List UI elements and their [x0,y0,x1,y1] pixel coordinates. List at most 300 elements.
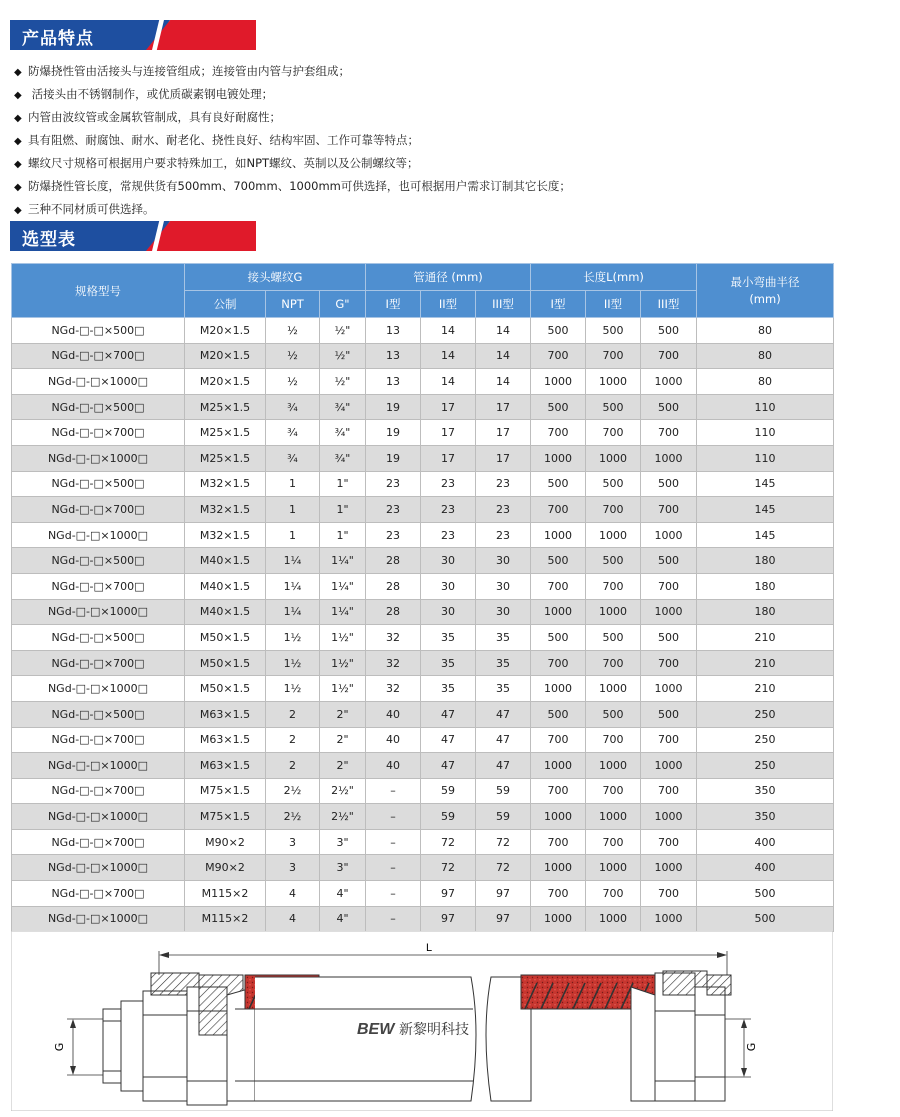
model-cell: NGd-□-□×1000□ [12,445,185,471]
table-row [12,906,834,932]
subheader-cell: II型 [586,291,641,318]
table-cell: 17 [476,394,531,420]
header-thread: 接头螺纹G [185,264,366,291]
table-row [12,471,834,497]
table-cell: 80 [697,343,834,369]
subheader-cell: III型 [476,291,531,318]
table-cell: 2½" [320,778,366,804]
table-cell: 700 [641,497,697,523]
table-cell: 145 [697,522,834,548]
table-cell: 500 [586,471,641,497]
table-row [12,753,834,779]
brand-name: 新黎明科技 [399,1022,469,1038]
table-cell: 1000 [641,804,697,830]
model-cell: NGd-□-□×700□ [12,778,185,804]
table-cell: 1000 [531,676,586,702]
table-cell: 17 [421,394,476,420]
section-title-selection [10,221,256,251]
table-cell: 3" [320,829,366,855]
table-cell: – [366,778,421,804]
table-cell: 700 [641,727,697,753]
diamond-bullet-icon: ◆ [14,67,22,78]
table-cell: 700 [641,573,697,599]
table-cell: ½ [266,343,320,369]
subheader-cell: I型 [366,291,421,318]
table-cell: ¾ [266,445,320,471]
table-cell: 4 [266,881,320,907]
table-cell: M20×1.5 [185,369,266,395]
table-cell: M90×2 [185,829,266,855]
table-row [12,420,834,446]
table-cell: 500 [586,394,641,420]
table-cell: 35 [421,650,476,676]
g-label-right: G [745,1042,758,1052]
table-row [12,497,834,523]
table-cell: 210 [697,676,834,702]
table-cell: 700 [586,343,641,369]
table-cell: 110 [697,394,834,420]
table-cell: 1½" [320,650,366,676]
table-cell: 180 [697,573,834,599]
table-cell: 1000 [586,906,641,932]
table-cell: 1000 [641,906,697,932]
table-cell: 3 [266,855,320,881]
table-cell: 700 [531,778,586,804]
table-cell: 19 [366,394,421,420]
table-cell: M25×1.5 [185,420,266,446]
table-cell: 700 [531,343,586,369]
table-cell: 14 [476,318,531,344]
table-cell: M40×1.5 [185,548,266,574]
table-cell: 2 [266,727,320,753]
brand-logo [357,1021,469,1038]
table-cell: 2" [320,701,366,727]
table-cell: 700 [531,420,586,446]
table-cell: 1000 [586,599,641,625]
subheader-cell: NPT [266,291,320,318]
table-cell: 1½ [266,676,320,702]
table-cell: 210 [697,625,834,651]
table-cell: M32×1.5 [185,471,266,497]
model-cell: NGd-□-□×500□ [12,625,185,651]
table-cell: 19 [366,445,421,471]
table-cell: 350 [697,778,834,804]
table-cell: 500 [531,548,586,574]
selection-title: 选型表 [22,230,76,250]
table-cell: 700 [586,829,641,855]
feature-text: 具有阻燃、耐腐蚀、耐水、耐老化、挠性良好、结构牢固、工作可靠等特点； [28,133,419,147]
table-cell: 700 [531,573,586,599]
table-row [12,369,834,395]
subheader-cell: II型 [421,291,476,318]
table-cell: 2 [266,753,320,779]
table-cell: 500 [531,318,586,344]
table-cell: 1000 [641,855,697,881]
length-label: L [425,942,433,954]
table-cell: 1¼" [320,573,366,599]
table-cell: 80 [697,369,834,395]
table-cell: M20×1.5 [185,343,266,369]
g-label-left: G [53,1042,66,1052]
table-cell: 3 [266,829,320,855]
table-cell: 2" [320,753,366,779]
table-cell: 500 [531,394,586,420]
table-cell: 700 [641,650,697,676]
table-cell: 2½ [266,804,320,830]
table-body [12,318,834,932]
table-cell: 350 [697,804,834,830]
subheader-cell: G" [320,291,366,318]
table-cell: M25×1.5 [185,394,266,420]
table-cell: 1½ [266,650,320,676]
table-cell: 1 [266,471,320,497]
table-cell: 500 [531,625,586,651]
table-cell: 30 [421,599,476,625]
table-cell: ½" [320,369,366,395]
feature-text: 螺纹尺寸规格可根据用户要求特殊加工，如NPT螺纹、英制以及公制螺纹等； [28,156,419,170]
table-cell: ¾" [320,445,366,471]
table-cell: 2½" [320,804,366,830]
table-cell: 13 [366,318,421,344]
table-cell: 500 [586,548,641,574]
model-cell: NGd-□-□×500□ [12,318,185,344]
diamond-bullet-icon: ◆ [14,159,22,170]
table-cell: 47 [476,753,531,779]
table-cell: 97 [421,906,476,932]
table-cell: 1000 [641,599,697,625]
table-cell: ½ [266,369,320,395]
table-cell: 17 [421,445,476,471]
model-cell: NGd-□-□×700□ [12,420,185,446]
table-cell: 500 [586,625,641,651]
table-cell: 1½" [320,676,366,702]
table-cell: 700 [586,573,641,599]
table-cell: ¾" [320,394,366,420]
table-cell: 4" [320,881,366,907]
table-cell: 1000 [641,445,697,471]
table-cell: 500 [531,701,586,727]
diamond-bullet-icon: ◆ [14,113,22,124]
table-cell: – [366,906,421,932]
table-cell: 700 [641,778,697,804]
table-cell: 23 [476,522,531,548]
model-cell: NGd-□-□×700□ [12,829,185,855]
table-cell: 1¼ [266,573,320,599]
table-row [12,599,834,625]
table-cell: 1000 [531,855,586,881]
table-cell: 500 [641,701,697,727]
table-cell: M63×1.5 [185,701,266,727]
model-cell: NGd-□-□×1000□ [12,753,185,779]
table-cell: 23 [476,497,531,523]
table-cell: 3" [320,855,366,881]
header-model: 规格型号 [12,264,185,318]
table-cell: 32 [366,676,421,702]
model-cell: NGd-□-□×1000□ [12,676,185,702]
diamond-bullet-icon: ◆ [14,136,22,147]
diamond-bullet-icon: ◆ [14,90,22,101]
table-cell: 1000 [531,804,586,830]
table-cell: 1 [266,522,320,548]
table-cell: ½ [266,318,320,344]
table-cell: 23 [366,522,421,548]
table-cell: 32 [366,625,421,651]
header-bore: 管通径 (mm) [366,264,531,291]
table-cell: 1000 [586,369,641,395]
table-cell: 72 [421,829,476,855]
table-cell: 72 [476,829,531,855]
model-cell: NGd-□-□×500□ [12,471,185,497]
table-cell: 35 [421,625,476,651]
hose-body [255,977,531,1101]
table-cell: 30 [421,573,476,599]
table-cell: 1000 [531,369,586,395]
table-cell: 2" [320,727,366,753]
table-cell: 30 [421,548,476,574]
table-cell: 13 [366,369,421,395]
subheader-cell: I型 [531,291,586,318]
model-cell: NGd-□-□×1000□ [12,369,185,395]
table-cell: M50×1.5 [185,676,266,702]
table-cell: 97 [476,881,531,907]
table-cell: – [366,855,421,881]
table-cell: 32 [366,650,421,676]
table-cell: 28 [366,573,421,599]
table-cell: 500 [641,318,697,344]
model-cell: NGd-□-□×700□ [12,727,185,753]
table-row [12,522,834,548]
table-cell: 72 [421,855,476,881]
table-cell: 23 [421,497,476,523]
section-title-features [10,20,256,50]
table-cell: ¾ [266,420,320,446]
table-cell: 500 [586,701,641,727]
table-cell: 700 [586,727,641,753]
table-cell: 59 [476,804,531,830]
table-cell: 500 [531,471,586,497]
table-cell: 400 [697,855,834,881]
table-cell: 1½" [320,625,366,651]
table-cell: – [366,804,421,830]
table-cell: 1000 [586,753,641,779]
table-cell: 700 [586,881,641,907]
table-cell: 1000 [531,445,586,471]
table-row [12,318,834,344]
table-cell: 180 [697,599,834,625]
table-cell: 13 [366,343,421,369]
table-cell: 700 [641,881,697,907]
model-cell: NGd-□-□×1000□ [12,906,185,932]
table-cell: 500 [697,906,834,932]
table-row [12,573,834,599]
table-row [12,881,834,907]
subheader-cell: III型 [641,291,697,318]
table-row [12,778,834,804]
model-cell: NGd-□-□×500□ [12,548,185,574]
table-cell: 110 [697,420,834,446]
table-cell: 4 [266,906,320,932]
table-cell: 47 [476,727,531,753]
subheader-cell: 公制 [185,291,266,318]
table-cell: M63×1.5 [185,753,266,779]
table-row [12,855,834,881]
table-row [12,650,834,676]
table-cell: 40 [366,753,421,779]
table-cell: 210 [697,650,834,676]
table-cell: 145 [697,497,834,523]
table-cell: 97 [421,881,476,907]
table-cell: 1¼" [320,599,366,625]
table-cell: 700 [586,497,641,523]
table-row [12,625,834,651]
model-cell: NGd-□-□×700□ [12,650,185,676]
table-header [12,264,834,318]
table-cell: 47 [421,727,476,753]
table-cell: 35 [476,676,531,702]
table-cell: ½" [320,318,366,344]
table-cell: 700 [531,650,586,676]
table-cell: M25×1.5 [185,445,266,471]
header-length: 长度L(mm) [531,264,697,291]
feature-list [14,60,571,221]
model-cell: NGd-□-□×700□ [12,497,185,523]
table-cell: M50×1.5 [185,625,266,651]
table-cell: 700 [641,343,697,369]
table-cell: 400 [697,829,834,855]
table-row [12,727,834,753]
features-title: 产品特点 [22,29,94,49]
table-cell: 1" [320,522,366,548]
feature-item [14,175,571,198]
table-cell: 40 [366,701,421,727]
table-cell: 700 [586,778,641,804]
table-cell: 59 [421,778,476,804]
table-cell: 1000 [586,676,641,702]
table-cell: 80 [697,318,834,344]
table-cell: 1000 [586,522,641,548]
table-cell: 700 [641,420,697,446]
feature-item [14,60,571,83]
table-cell: 40 [366,727,421,753]
table-cell: M75×1.5 [185,778,266,804]
table-cell: 14 [421,369,476,395]
table-cell: 1000 [641,676,697,702]
table-cell: 2 [266,701,320,727]
table-cell: 1000 [531,599,586,625]
table-cell: 35 [421,676,476,702]
table-cell: 1½ [266,625,320,651]
feature-item [14,83,571,106]
table-cell: 19 [366,420,421,446]
table-cell: M50×1.5 [185,650,266,676]
table-cell: 1" [320,471,366,497]
model-cell: NGd-□-□×1000□ [12,855,185,881]
table-cell: 59 [476,778,531,804]
table-cell: 1000 [641,369,697,395]
selection-table [11,263,834,932]
table-cell: 250 [697,701,834,727]
table-cell: 14 [421,343,476,369]
table-cell: 30 [476,548,531,574]
table-cell: 47 [476,701,531,727]
table-row [12,548,834,574]
table-cell: 110 [697,445,834,471]
table-cell: ¾ [266,394,320,420]
table-cell: 1" [320,497,366,523]
table-cell: M32×1.5 [185,497,266,523]
brand-mark: BEW [357,1021,395,1038]
table-cell: 17 [476,445,531,471]
feature-text: 防爆挠性管由活接头与连接管组成；连接管由内管与护套组成； [28,64,350,78]
table-cell: 47 [421,701,476,727]
table-cell: 14 [476,369,531,395]
table-cell: 700 [531,881,586,907]
feature-item [14,198,571,221]
feature-text: 内管由波纹管或金属软管制成，具有良好耐腐性； [28,110,281,124]
table-cell: 250 [697,753,834,779]
feature-item [14,106,571,129]
table-cell: M40×1.5 [185,573,266,599]
table-cell: 500 [641,625,697,651]
table-cell: M40×1.5 [185,599,266,625]
table-cell: M115×2 [185,906,266,932]
table-cell: 47 [421,753,476,779]
table-cell: 500 [641,471,697,497]
table-cell: 250 [697,727,834,753]
header-radius: 最小弯曲半径 (mm) [697,264,834,318]
model-cell: NGd-□-□×500□ [12,394,185,420]
table-cell: ¾" [320,420,366,446]
table-cell: 1000 [531,522,586,548]
table-cell: 700 [586,420,641,446]
table-cell: 23 [421,471,476,497]
feature-item [14,152,571,175]
feature-text: 防爆挠性管长度，常规供货有500mm、700mm、1000mm可供选择，也可根据用户需求订制其它长度； [28,179,571,193]
table-cell: 1¼ [266,548,320,574]
table-cell: 180 [697,548,834,574]
table-cell: – [366,829,421,855]
model-cell: NGd-□-□×1000□ [12,599,185,625]
table-cell: 1 [266,497,320,523]
model-cell: NGd-□-□×500□ [12,701,185,727]
table-row [12,343,834,369]
diamond-bullet-icon: ◆ [14,182,22,193]
table-cell: M20×1.5 [185,318,266,344]
table-cell: M75×1.5 [185,804,266,830]
table-cell: 1000 [586,855,641,881]
table-row [12,701,834,727]
table-row [12,804,834,830]
table-cell: 500 [641,548,697,574]
table-cell: M115×2 [185,881,266,907]
table-cell: 17 [476,420,531,446]
table-cell: 700 [531,829,586,855]
table-cell: 17 [421,420,476,446]
table-cell: 700 [531,727,586,753]
table-cell: 14 [476,343,531,369]
table-cell: 700 [586,650,641,676]
feature-text: 活接头由不锈钢制作，或优质碳素钢电镀处理； [28,87,274,101]
table-cell: 1000 [586,445,641,471]
table-cell: 30 [476,599,531,625]
model-cell: NGd-□-□×700□ [12,573,185,599]
table-cell: 23 [421,522,476,548]
table-cell: 23 [366,471,421,497]
table-cell: 59 [421,804,476,830]
table-row [12,394,834,420]
table-row [12,829,834,855]
table-cell: 500 [641,394,697,420]
